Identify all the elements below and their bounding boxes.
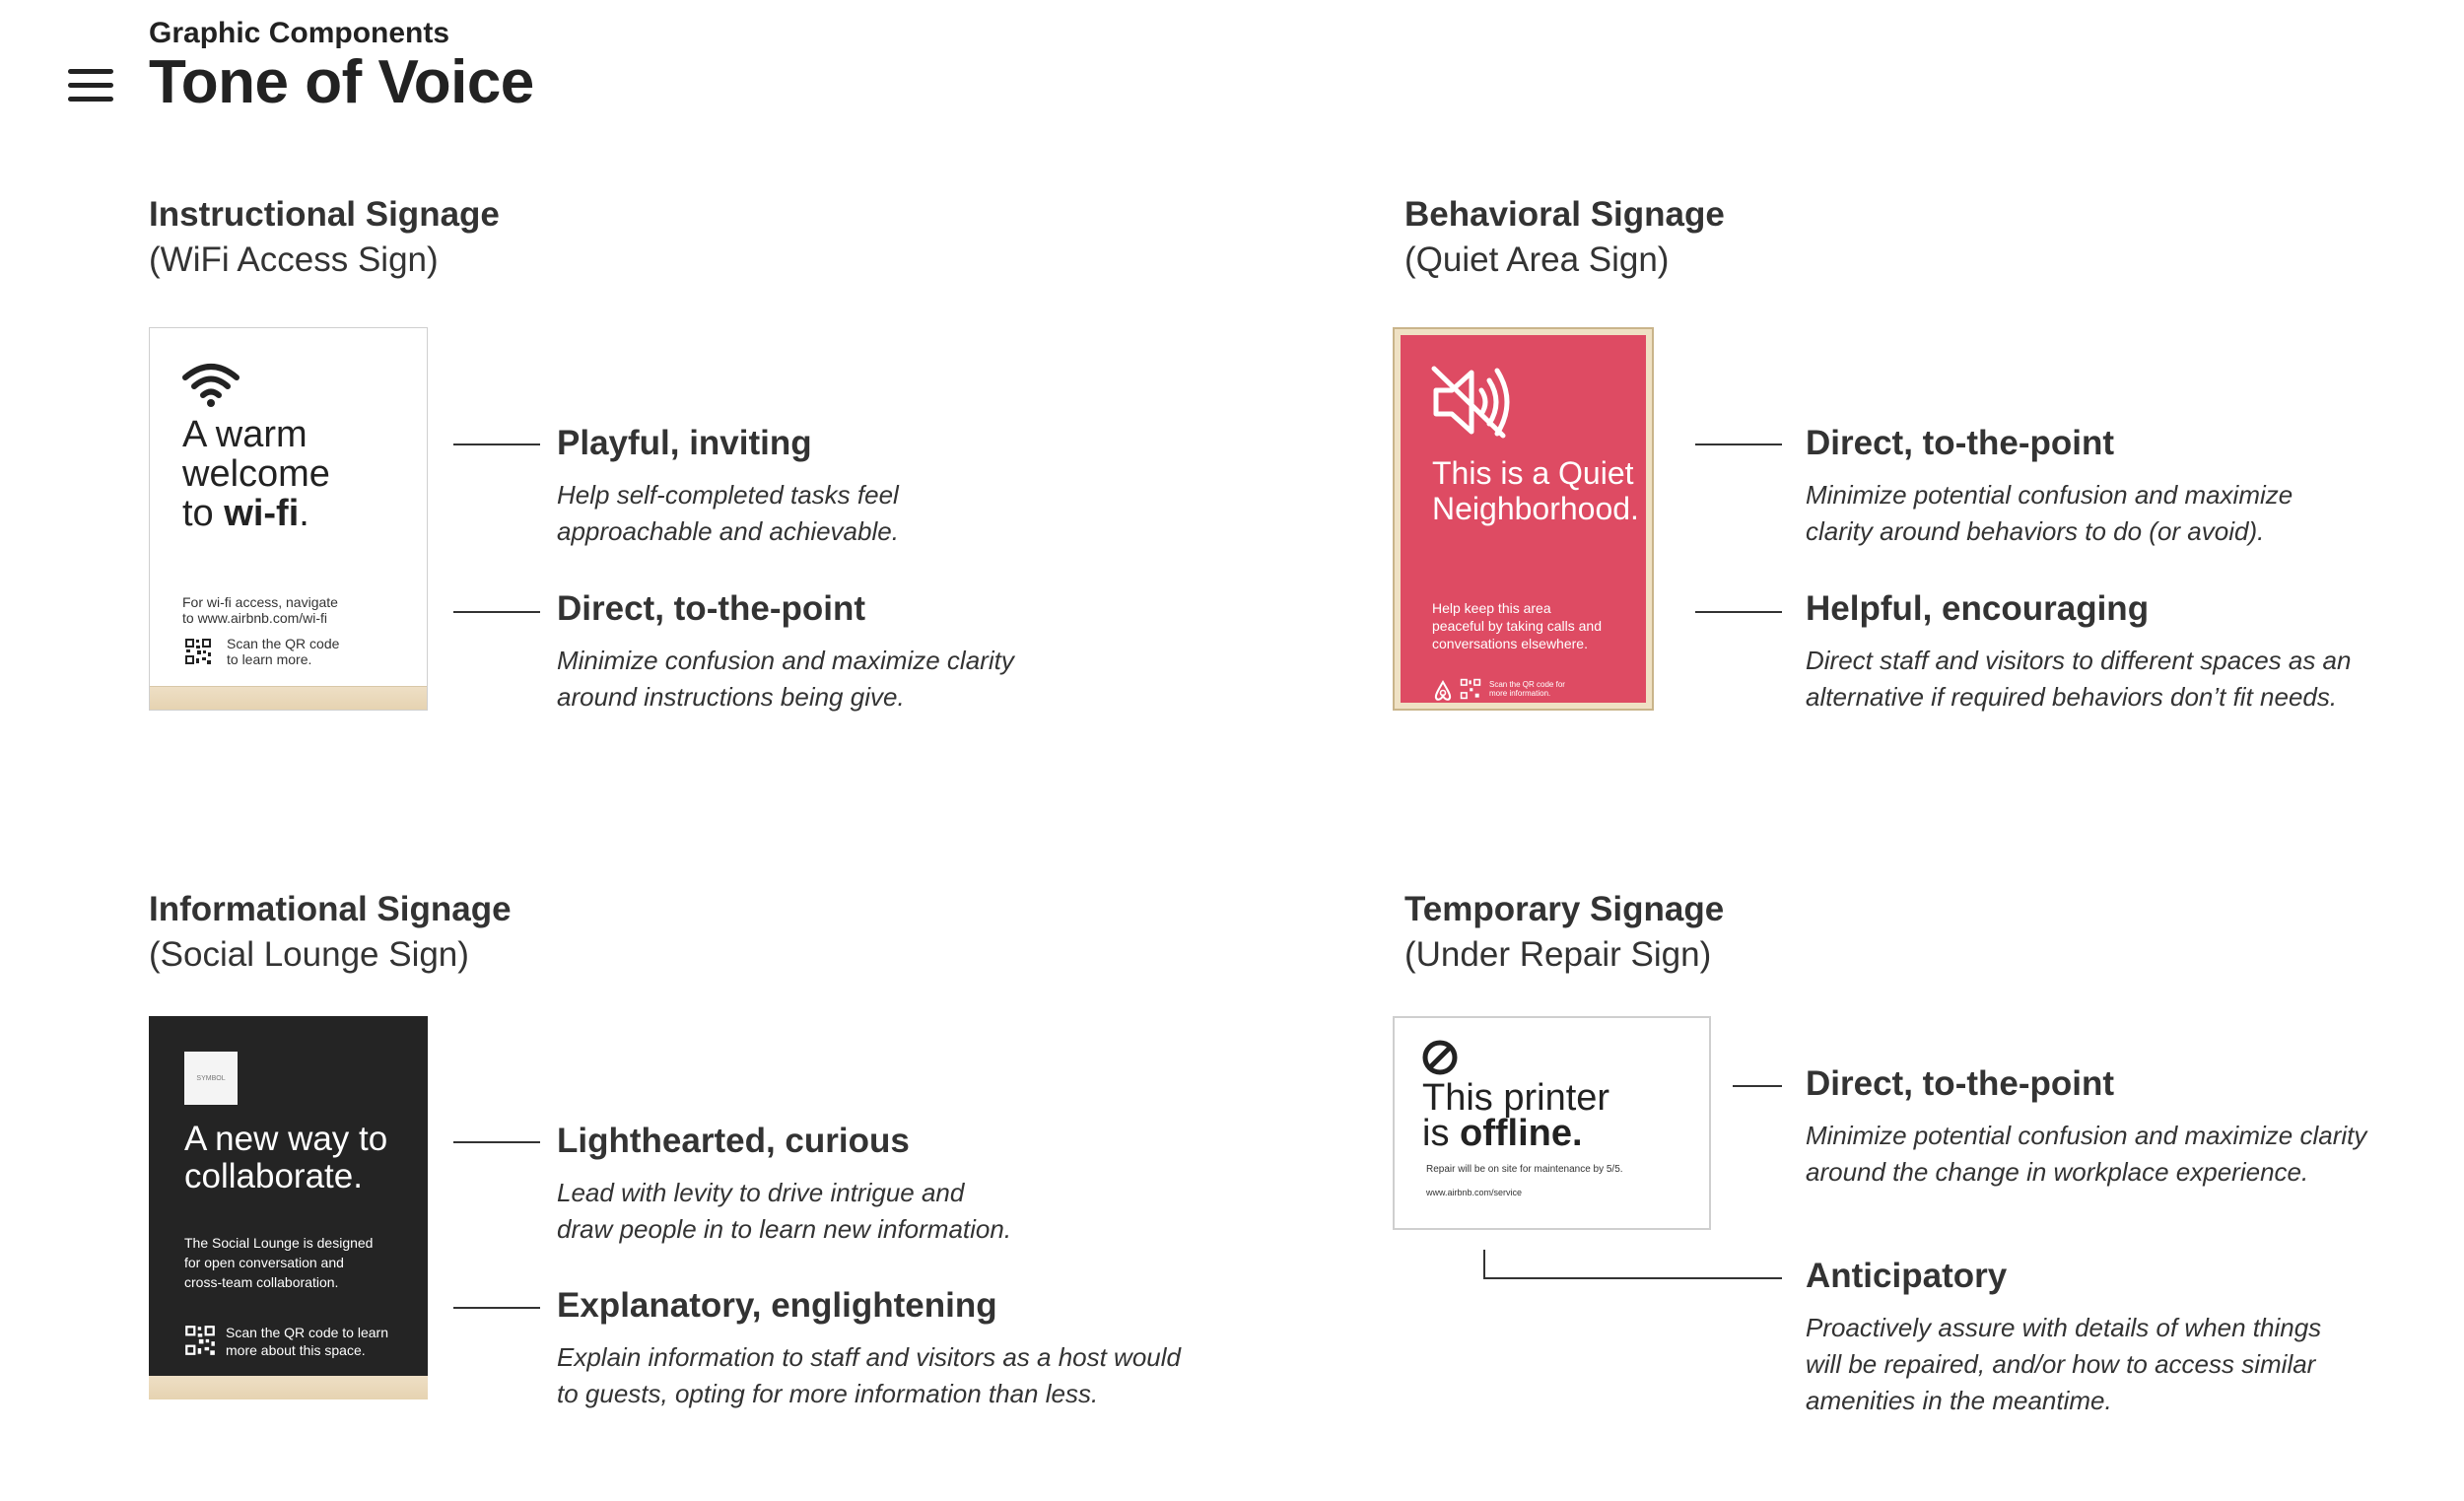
social-lounge-sign [149,1016,428,1399]
attribute-title: Direct, to-the-point [557,589,866,628]
attribute-description: Minimize potential confusion and maximize clarity around the change in workplace experience. [1806,1121,2367,1187]
attribute-title: Anticipatory [1806,1257,2008,1295]
leader-line [453,611,540,613]
attribute-title: Helpful, encouraging [1806,589,2150,628]
printer-sign-headline: This printer is offline. [1422,1077,1610,1154]
attribute-title: Playful, inviting [557,424,812,462]
printer-sign-fine-print: Repair will be on site for maintenance by 5/5. [1426,1164,1623,1175]
section-subtitle-instructional: (WiFi Access Sign) [149,240,439,279]
menu-bar [68,97,113,102]
qr-code-icon [184,1325,216,1356]
section-subtitle-informational: (Social Lounge Sign) [149,935,469,974]
lounge-sign-qr-text: Scan the QR code to learn more about this space. [226,1325,388,1358]
section-title-informational: Informational Signage [149,890,512,928]
section-title-instructional: Instructional Signage [149,195,500,234]
menu-bar [68,83,113,88]
quiet-sign-qr-text: Scan the QR code for more information. [1489,680,1565,698]
muted-speaker-icon [1430,365,1517,440]
wifi-sign-headline: A warm welcome to wi-fi. [182,414,330,534]
attribute-description: Explain information to staff and visitors as a host would to guests, opting for more information than less. [557,1342,1181,1408]
quiet-sign-headline: This is a Quiet Neighborhood. [1432,455,1639,526]
quiet-sign-fine-print: Help keep this area peaceful by taking calls and conversations elsewhere. [1432,600,1602,651]
wifi-sign-fine-print: For wi-fi access, navigate to www.airbnb.com/wi-fi [182,594,338,626]
wood-base [150,686,427,710]
menu-bar [68,69,113,74]
quiet-area-sign [1393,327,1654,711]
wifi-access-sign [149,327,428,711]
attribute-title: Explanatory, englightening [557,1286,997,1325]
leader-line [1695,443,1782,445]
qr-code-icon [1460,678,1481,700]
lounge-sign-fine-print: The Social Lounge is designed for open conversation and cross-team collaboration. [184,1235,374,1290]
attribute-title: Direct, to-the-point [1806,1064,2115,1103]
airbnb-logo-icon [1432,680,1454,702]
attribute-description: Help self-completed tasks feel approachable and achievable. [557,480,899,546]
hamburger-menu-icon[interactable] [68,67,115,104]
prohibited-icon [1420,1038,1460,1077]
symbol-placeholder: SYMBOL [184,1052,238,1105]
section-subtitle-behavioral: (Quiet Area Sign) [1404,240,1670,279]
section-title-behavioral: Behavioral Signage [1404,195,1725,234]
elbow-leader-line [1483,1250,1782,1279]
wifi-sign-qr-text: Scan the QR code to learn more. [227,636,340,667]
leader-line [1733,1085,1782,1087]
wifi-icon [181,362,240,407]
attribute-description: Minimize potential confusion and maximize clarity around behaviors to do (or avoid). [1806,480,2293,546]
attribute-title: Lighthearted, curious [557,1122,910,1160]
under-repair-sign [1393,1016,1711,1230]
attribute-description: Direct staff and visitors to different spaces as an alternative if required behaviors don’t fit needs. [1806,646,2352,712]
attribute-description: Lead with levity to drive intrigue and draw people in to learn new information. [557,1178,1012,1244]
leader-line [453,1307,540,1309]
page-title: Tone of Voice [149,48,534,116]
qr-code-icon [184,638,212,665]
section-title-temporary: Temporary Signage [1404,890,1725,928]
leader-line [453,1141,540,1143]
attribute-title: Direct, to-the-point [1806,424,2115,462]
section-subtitle-temporary: (Under Repair Sign) [1404,935,1712,974]
leader-line [1695,611,1782,613]
page-eyebrow: Graphic Components [149,17,450,49]
leader-line [453,443,540,445]
printer-sign-url: www.airbnb.com/service [1426,1188,1523,1197]
lounge-sign-headline: A new way to collaborate. [184,1120,388,1195]
attribute-description: Minimize confusion and maximize clarity around instructions being give. [557,646,1014,712]
wood-base [149,1376,428,1399]
attribute-description: Proactively assure with details of when things will be repaired, and/or how to access similar amenities in the meantime. [1806,1313,2322,1415]
